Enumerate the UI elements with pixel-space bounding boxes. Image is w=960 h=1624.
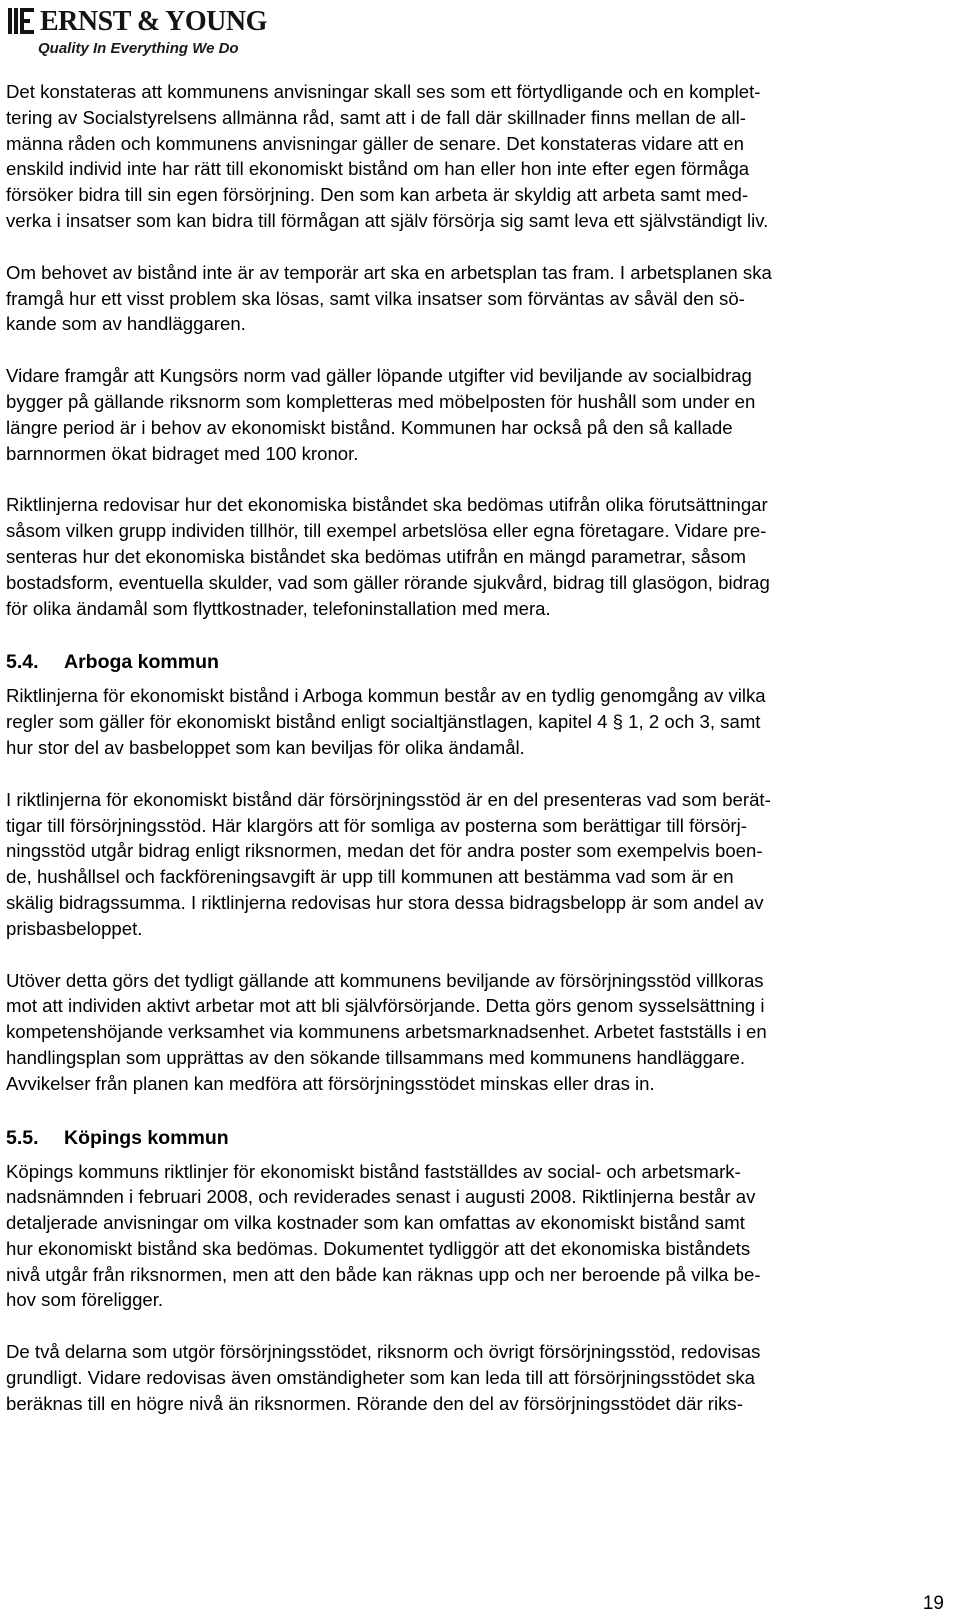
text-line: prisbasbeloppet.: [6, 917, 143, 939]
section-number: 5.5.: [6, 1126, 39, 1149]
section-title: Arboga kommun: [64, 651, 219, 674]
text-line: försöker bidra till sin egen försörjning. Den som kan arbeta är skyldig att arbeta samt med-: [6, 184, 749, 206]
text-line: Om behovet av bistånd inte är av temporär art ska en arbetsplan tas fram. I arbetsplanen ska: [6, 261, 772, 283]
text-line: handlingsplan som upprättas av den sökande tillsammans med kommunens handläggare.: [6, 1046, 746, 1068]
paragraph: [6, 492, 930, 621]
text-line: Det konstateras att kommunens anvisningar skall ses som ett förtydligande och en komplet-: [6, 81, 761, 102]
text-line: nivå utgår från riksnormen, men att den både kan räknas upp och ner beroende på vilka be-: [6, 1263, 761, 1285]
paragraph: [6, 1339, 930, 1416]
text-line: verka i insatser som kan bidra till förmågan att själv försörja sig samt leva ett självständigt liv.: [6, 209, 769, 231]
text-line: kande som av handläggaren.: [6, 313, 246, 335]
logo-company-name: ERNST & YOUNG: [40, 6, 267, 37]
paragraph: [6, 363, 930, 466]
text-line: skälig bidragssumma. I riktlinjerna redovisas hur stora dessa bidragsbelopp är som andel av: [6, 891, 764, 913]
company-logo: [8, 6, 308, 58]
text-line: grundligt. Vidare redovisas även omständigheter som kan leda till att försörjningsstödet ska: [6, 1367, 755, 1389]
text-line: männa råden och kommunens anvisningar gäller de senare. Det konstateras vidare att en: [6, 132, 744, 154]
paragraph: [6, 787, 930, 942]
text-line: för olika ändamål som flyttkostnader, telefoninstallation med mera.: [6, 597, 551, 619]
text-line: framgå hur ett visst problem ska lösas, samt vilka insatser som förväntas av såväl den sö-: [6, 287, 745, 309]
paragraph: [6, 683, 930, 760]
text-line: detaljerade anvisningar om vilka kostnader som kan omfattas av ekonomiskt bistånd samt: [6, 1212, 745, 1234]
text-line: tering av Socialstyrelsens allmänna råd, samt att i de fall där skillnader finns mellan de all-: [6, 106, 746, 128]
section-5-5-paragraphs: [6, 1159, 930, 1417]
text-line: Riktlinjerna för ekonomiskt bistånd i Arboga kommun består av en tydlig genomgång av vilka: [6, 685, 766, 707]
section-number: 5.4.: [6, 651, 39, 674]
text-line: regler som gäller för ekonomiskt bistånd enligt socialtjänstlagen, kapitel 4 § 1, 2 och 3, samt: [6, 711, 761, 733]
paragraph: [6, 260, 930, 337]
text-line: hov som föreligger.: [6, 1289, 164, 1311]
paragraph: [6, 1159, 930, 1314]
text-line: mot att individen aktivt arbetar mot att bli självförsörjande. Detta görs genom sysselsättning i: [6, 995, 765, 1017]
text-line: såsom vilken grupp individen tillhör, till exempel arbetslösa eller egna företagare. Vidare pre-: [6, 520, 767, 542]
document-body: [6, 79, 930, 1443]
text-line: I riktlinjerna för ekonomiskt bistånd där försörjningsstöd är en del presenteras vad som berät-: [6, 788, 771, 810]
text-line: nadsnämnden i februari 2008, och reviderades senast i augusti 2008. Riktlinjerna består av: [6, 1186, 756, 1208]
text-line: Utöver detta görs det tydligt gällande att kommunens beviljande av försörjningsstöd villkoras: [6, 969, 764, 991]
text-line: bygger på gällande riksnorm som kompletteras med möbelposten för hushåll som under en: [6, 390, 756, 412]
section-heading-5-4: [6, 647, 930, 677]
text-line: bostadsform, eventuella skulder, vad som gäller rörande sjukvård, bidrag till glasögon, bidrag: [6, 571, 770, 593]
section-5-4-paragraphs: [6, 683, 930, 1096]
logo-tagline: Quality In Everything We Do: [38, 40, 239, 57]
text-line: hur stor del av basbeloppet som kan beviljas för olika ändamål.: [6, 736, 525, 758]
section-title: Köpings kommun: [64, 1126, 229, 1149]
text-line: tigar till försörjningsstöd. Här klargörs att för somliga av posterna som berättigar till försörj-: [6, 814, 747, 836]
text-line: Riktlinjerna redovisar hur det ekonomiska biståndet ska bedömas utifrån olika förutsättningar: [6, 494, 768, 516]
text-line: längre period är i behov av ekonomiskt bistånd. Kommunen har också på den så kallade: [6, 416, 733, 438]
text-line: enskild individ inte har rätt till ekonomiskt bistånd om han eller hon inte efter egen förmåga: [6, 158, 750, 180]
text-line: ningsstöd utgår bidrag enligt riksnormen, medan det för andra poster som exempelvis boen-: [6, 840, 763, 862]
paragraph: [6, 968, 930, 1097]
ey-logo-mark-icon: [8, 8, 36, 34]
section-heading-5-5: [6, 1123, 930, 1153]
text-line: De två delarna som utgör försörjningsstödet, riksnorm och övrigt försörjningsstöd, redovisas: [6, 1341, 761, 1363]
page-number: 19: [922, 1593, 944, 1614]
intro-paragraphs: [6, 79, 930, 621]
paragraph: [6, 79, 930, 234]
text-line: senteras hur det ekonomiska biståndet ska bedömas utifrån en mängd parametrar, såsom: [6, 545, 747, 567]
text-line: kompetenshöjande verksamhet via kommunens arbetsmarknadsenhet. Arbetet fastställs i en: [6, 1021, 767, 1043]
text-line: de, hushållsel och fackföreningsavgift är upp till kommunen att bestämma vad som är en: [6, 866, 734, 888]
text-line: Köpings kommuns riktlinjer för ekonomiskt bistånd fastställdes av social- och arbetsmark-: [6, 1160, 741, 1182]
text-line: barnnormen ökat bidraget med 100 kronor.: [6, 442, 359, 464]
text-line: Vidare framgår att Kungsörs norm vad gäller löpande utgifter vid beviljande av socialbidrag: [6, 365, 752, 387]
text-line: hur ekonomiskt bistånd ska bedömas. Dokumentet tydliggör att det ekonomiska biståndets: [6, 1237, 751, 1259]
text-line: Avvikelser från planen kan medföra att försörjningsstödet minskas eller dras in.: [6, 1072, 655, 1094]
text-line: beräknas till en högre nivå än riksnormen. Rörande den del av försörjningsstödet där riks-: [6, 1392, 743, 1414]
